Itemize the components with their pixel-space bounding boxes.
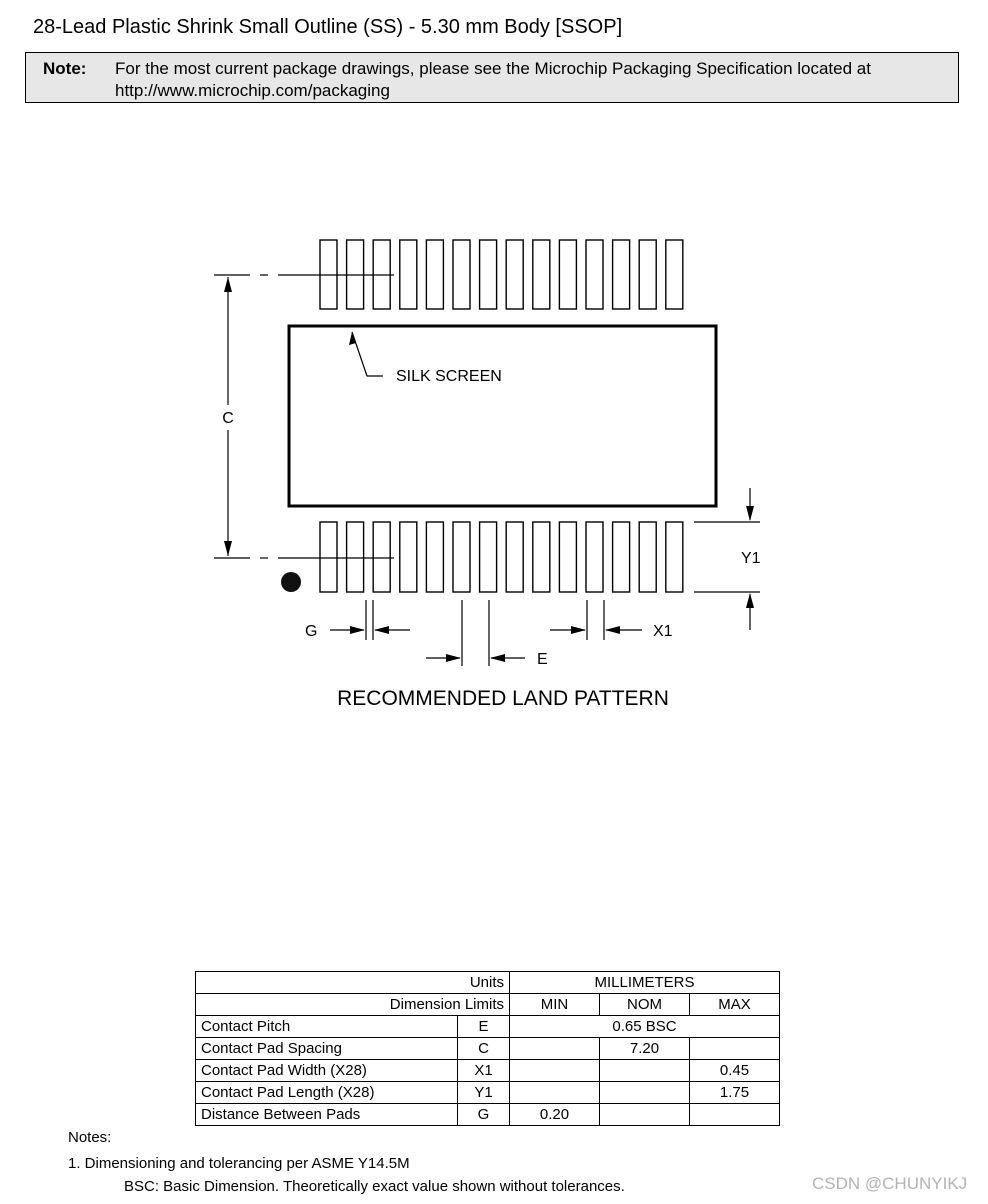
- top-pad: [613, 240, 630, 309]
- row-max: 0.45: [690, 1060, 780, 1082]
- bottom-pad: [400, 522, 417, 592]
- units-value: MILLIMETERS: [510, 972, 780, 994]
- top-pad: [480, 240, 497, 309]
- e-arrow-left: [446, 654, 461, 662]
- table-header-limits: [196, 994, 780, 1016]
- table-row: [196, 1038, 780, 1060]
- row-symbol: X1: [458, 1060, 510, 1082]
- note-item-1-sub: BSC: Basic Dimension. Theoretically exact value shown without tolerances.: [124, 1178, 625, 1195]
- g-label: G: [305, 623, 318, 640]
- silk-screen-leader: [352, 332, 383, 376]
- row-symbol: G: [458, 1104, 510, 1126]
- header-max: MAX: [690, 994, 780, 1016]
- e-arrow-right: [490, 654, 505, 662]
- drawing-caption: RECOMMENDED LAND PATTERN: [337, 687, 669, 710]
- x1-arrow-left: [571, 626, 586, 634]
- row-min: [510, 1038, 600, 1060]
- top-pad: [586, 240, 603, 309]
- bottom-pad: [666, 522, 683, 592]
- units-label: Units: [196, 972, 510, 994]
- c-centerlines: [214, 275, 394, 558]
- x1-label: X1: [653, 623, 673, 640]
- bottom-pad: [320, 522, 337, 592]
- header-min: MIN: [510, 994, 600, 1016]
- notes-heading: Notes:: [68, 1129, 112, 1146]
- bottom-pad: [639, 522, 656, 592]
- silk-screen-label: SILK SCREEN: [396, 368, 502, 385]
- bottom-pad-row: [320, 522, 683, 592]
- row-symbol: Y1: [458, 1082, 510, 1104]
- c-arrow-bottom: [224, 541, 232, 556]
- bottom-pad: [373, 522, 390, 592]
- row-nom: 7.20: [600, 1038, 690, 1060]
- note-line-1: For the most current package drawings, please see the Microchip Packaging Specification located at: [115, 59, 871, 78]
- top-pad: [506, 240, 523, 309]
- page-title: 28-Lead Plastic Shrink Small Outline (SS) - 5.30 mm Body [SSOP]: [33, 16, 623, 38]
- g-arrow-left: [350, 626, 365, 634]
- pin1-marker: [281, 572, 301, 592]
- top-pad: [639, 240, 656, 309]
- note-item-1: 1. Dimensioning and tolerancing per ASME Y14.5M: [68, 1155, 410, 1172]
- table-header-units: [196, 972, 780, 994]
- bottom-pad: [480, 522, 497, 592]
- row-symbol: C: [458, 1038, 510, 1060]
- table-row: [196, 1104, 780, 1126]
- row-min: 0.20: [510, 1104, 600, 1126]
- bottom-pad: [559, 522, 576, 592]
- table-row: [196, 1082, 780, 1104]
- y1-arrow-top: [746, 506, 754, 521]
- row-nom: [600, 1060, 690, 1082]
- table-row: [196, 1060, 780, 1082]
- row-symbol: E: [458, 1016, 510, 1038]
- row-max: 1.75: [690, 1082, 780, 1104]
- bottom-pad: [426, 522, 443, 592]
- top-pad: [453, 240, 470, 309]
- bottom-pad: [453, 522, 470, 592]
- row-nom: [600, 1082, 690, 1104]
- x1-arrow-right: [605, 626, 620, 634]
- dimension-table: [195, 971, 780, 1126]
- silk-screen-outline: [289, 326, 716, 506]
- limits-label: Dimension Limits: [196, 994, 510, 1016]
- row-name: Contact Pad Length (X28): [196, 1082, 458, 1104]
- row-name: Contact Pad Spacing: [196, 1038, 458, 1060]
- watermark: CSDN @CHUNYIKJ: [812, 1174, 968, 1193]
- note-line-2: http://www.microchip.com/packaging: [115, 81, 390, 100]
- c-label: C: [222, 410, 234, 427]
- top-pad: [533, 240, 550, 309]
- bottom-pad: [533, 522, 550, 592]
- y1-label: Y1: [741, 550, 761, 567]
- row-min: [510, 1060, 600, 1082]
- g-arrow-right: [374, 626, 389, 634]
- bottom-pad: [347, 522, 364, 592]
- row-max: [690, 1038, 780, 1060]
- row-span-value: 0.65 BSC: [510, 1016, 780, 1038]
- note-label: Note:: [43, 59, 87, 78]
- top-pad: [559, 240, 576, 309]
- bottom-pad: [613, 522, 630, 592]
- bottom-pad: [586, 522, 603, 592]
- table-row: [196, 1016, 780, 1038]
- top-pad: [426, 240, 443, 309]
- row-name: Contact Pitch: [196, 1016, 458, 1038]
- row-name: Distance Between Pads: [196, 1104, 458, 1126]
- row-min: [510, 1082, 600, 1104]
- top-pad: [666, 240, 683, 309]
- e-label: E: [537, 651, 548, 668]
- header-nom: NOM: [600, 994, 690, 1016]
- y1-arrow-bottom: [746, 593, 754, 608]
- row-name: Contact Pad Width (X28): [196, 1060, 458, 1082]
- row-nom: [600, 1104, 690, 1126]
- row-max: [690, 1104, 780, 1126]
- bottom-pad: [506, 522, 523, 592]
- top-pad: [400, 240, 417, 309]
- c-arrow-top: [224, 277, 232, 292]
- silk-screen-leader-arrowhead: [349, 332, 356, 345]
